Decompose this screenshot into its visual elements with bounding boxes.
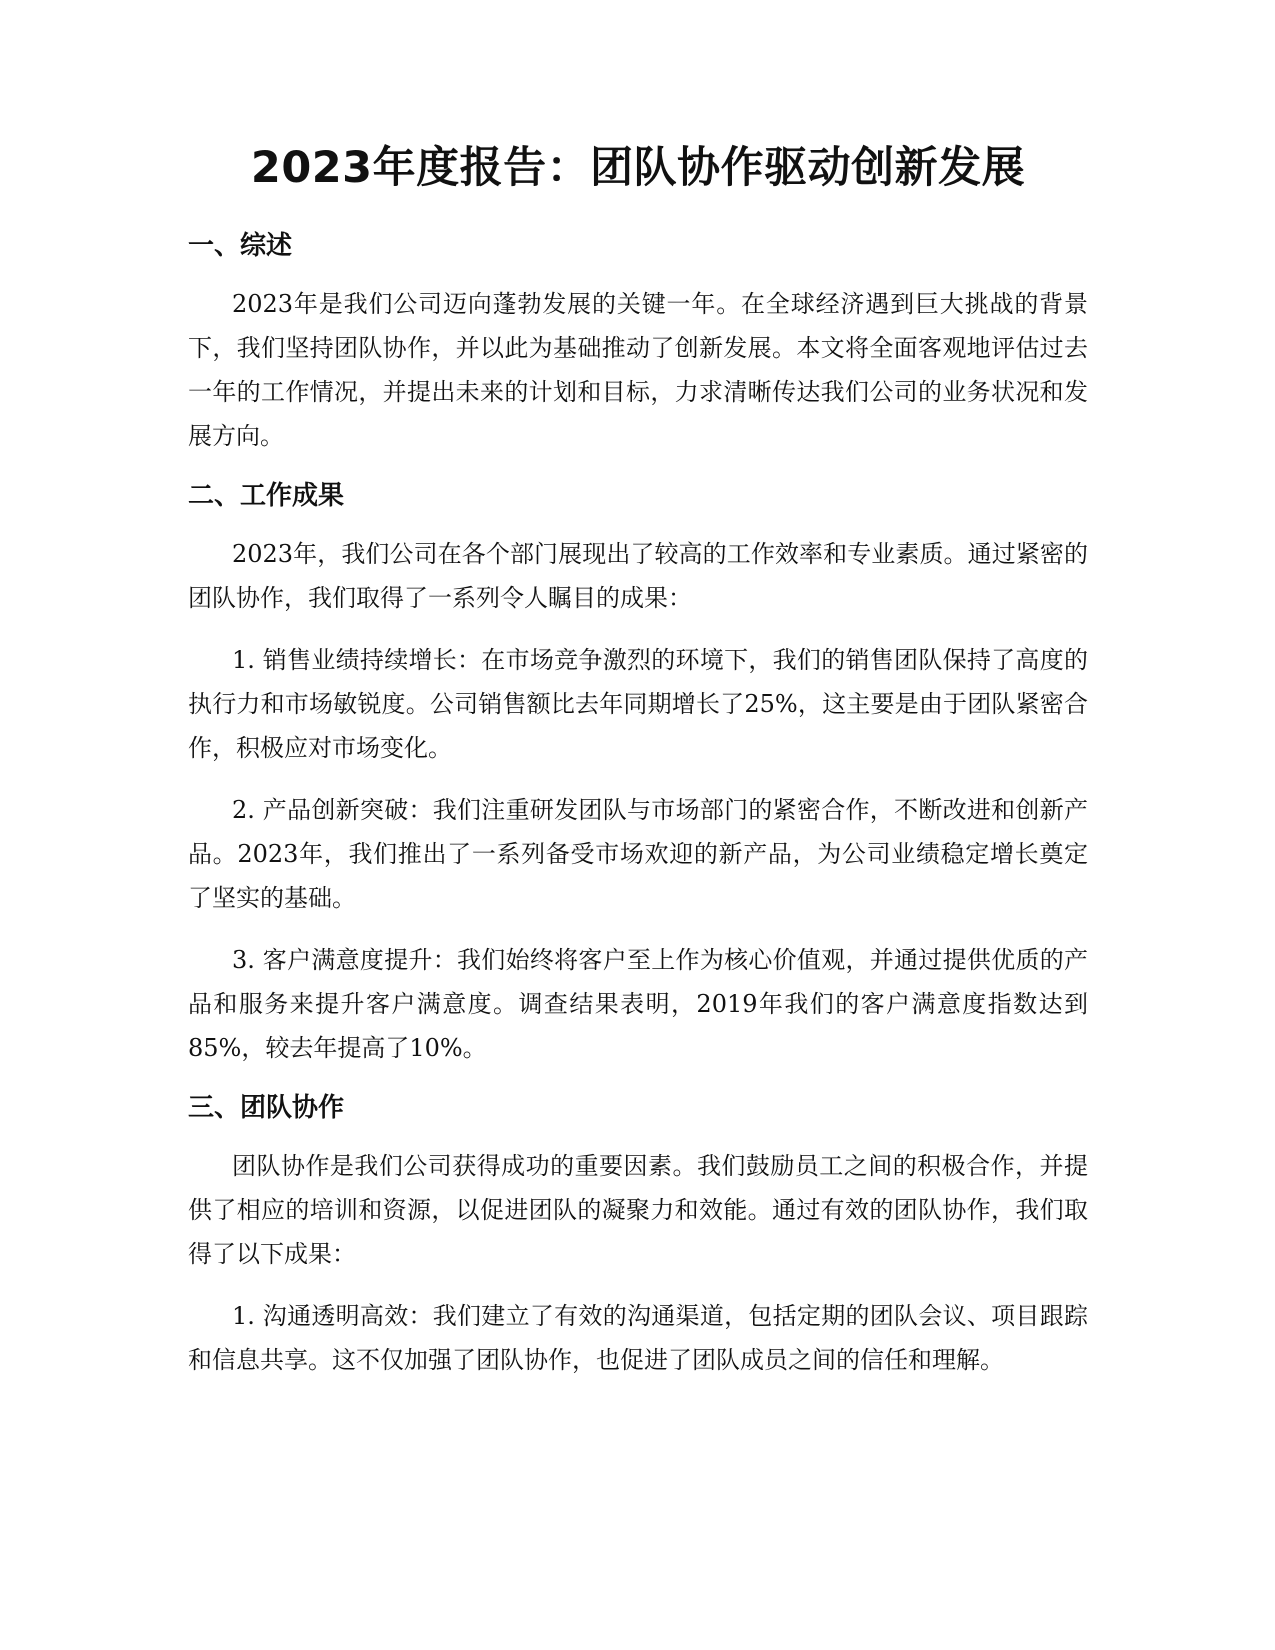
paragraph: 2023年，我们公司在各个部门展现出了较高的工作效率和专业素质。通过紧密的团队协作，我们取得了一系列令人瞩目的成果： — [188, 540, 1088, 612]
document-title: 2023年度报告：团队协作驱动创新发展 — [250, 143, 1026, 193]
list-item: 1. 销售业绩持续增长：在市场竞争激烈的环境下，我们的销售团队保持了高度的执行力和市场敏锐度。公司销售额比去年同期增长了25%，这主要是由于团队紧密合作，积极应对市场变化。 — [188, 646, 1088, 762]
list-item: 1. 沟通透明高效：我们建立了有效的沟通渠道，包括定期的团队会议、项目跟踪和信息共享。这不仅加强了团队协作，也促进了团队成员之间的信任和理解。 — [188, 1302, 1088, 1374]
list-item: 3. 客户满意度提升：我们始终将客户至上作为核心价值观，并通过提供优质的产品和服务来提升客户满意度。调查结果表明，2019年我们的客户满意度指数达到85%，较去年提高了10%。 — [188, 946, 1088, 1062]
section-heading: 一、综述 — [188, 231, 293, 261]
paragraph: 团队协作是我们公司获得成功的重要因素。我们鼓励员工之间的积极合作，并提供了相应的培训和资源，以促进团队的凝聚力和效能。通过有效的团队协作，我们取得了以下成果： — [188, 1152, 1088, 1268]
section-overview — [188, 226, 1088, 458]
section-heading: 二、工作成果 — [188, 481, 345, 511]
section-achievements — [188, 476, 1088, 1070]
document-page — [188, 138, 1088, 1400]
section-teamwork — [188, 1088, 1088, 1382]
list-item: 2. 产品创新突破：我们注重研发团队与市场部门的紧密合作，不断改进和创新产品。2023年，我们推出了一系列备受市场欢迎的新产品，为公司业绩稳定增长奠定了坚实的基础。 — [188, 796, 1088, 912]
paragraph: 2023年是我们公司迈向蓬勃发展的关键一年。在全球经济遇到巨大挑战的背景下，我们坚持团队协作，并以此为基础推动了创新发展。本文将全面客观地评估过去一年的工作情况，并提出未来的计划和目标，力求清晰传达我们公司的业务状况和发展方向。 — [188, 290, 1088, 450]
section-heading: 三、团队协作 — [188, 1093, 345, 1123]
